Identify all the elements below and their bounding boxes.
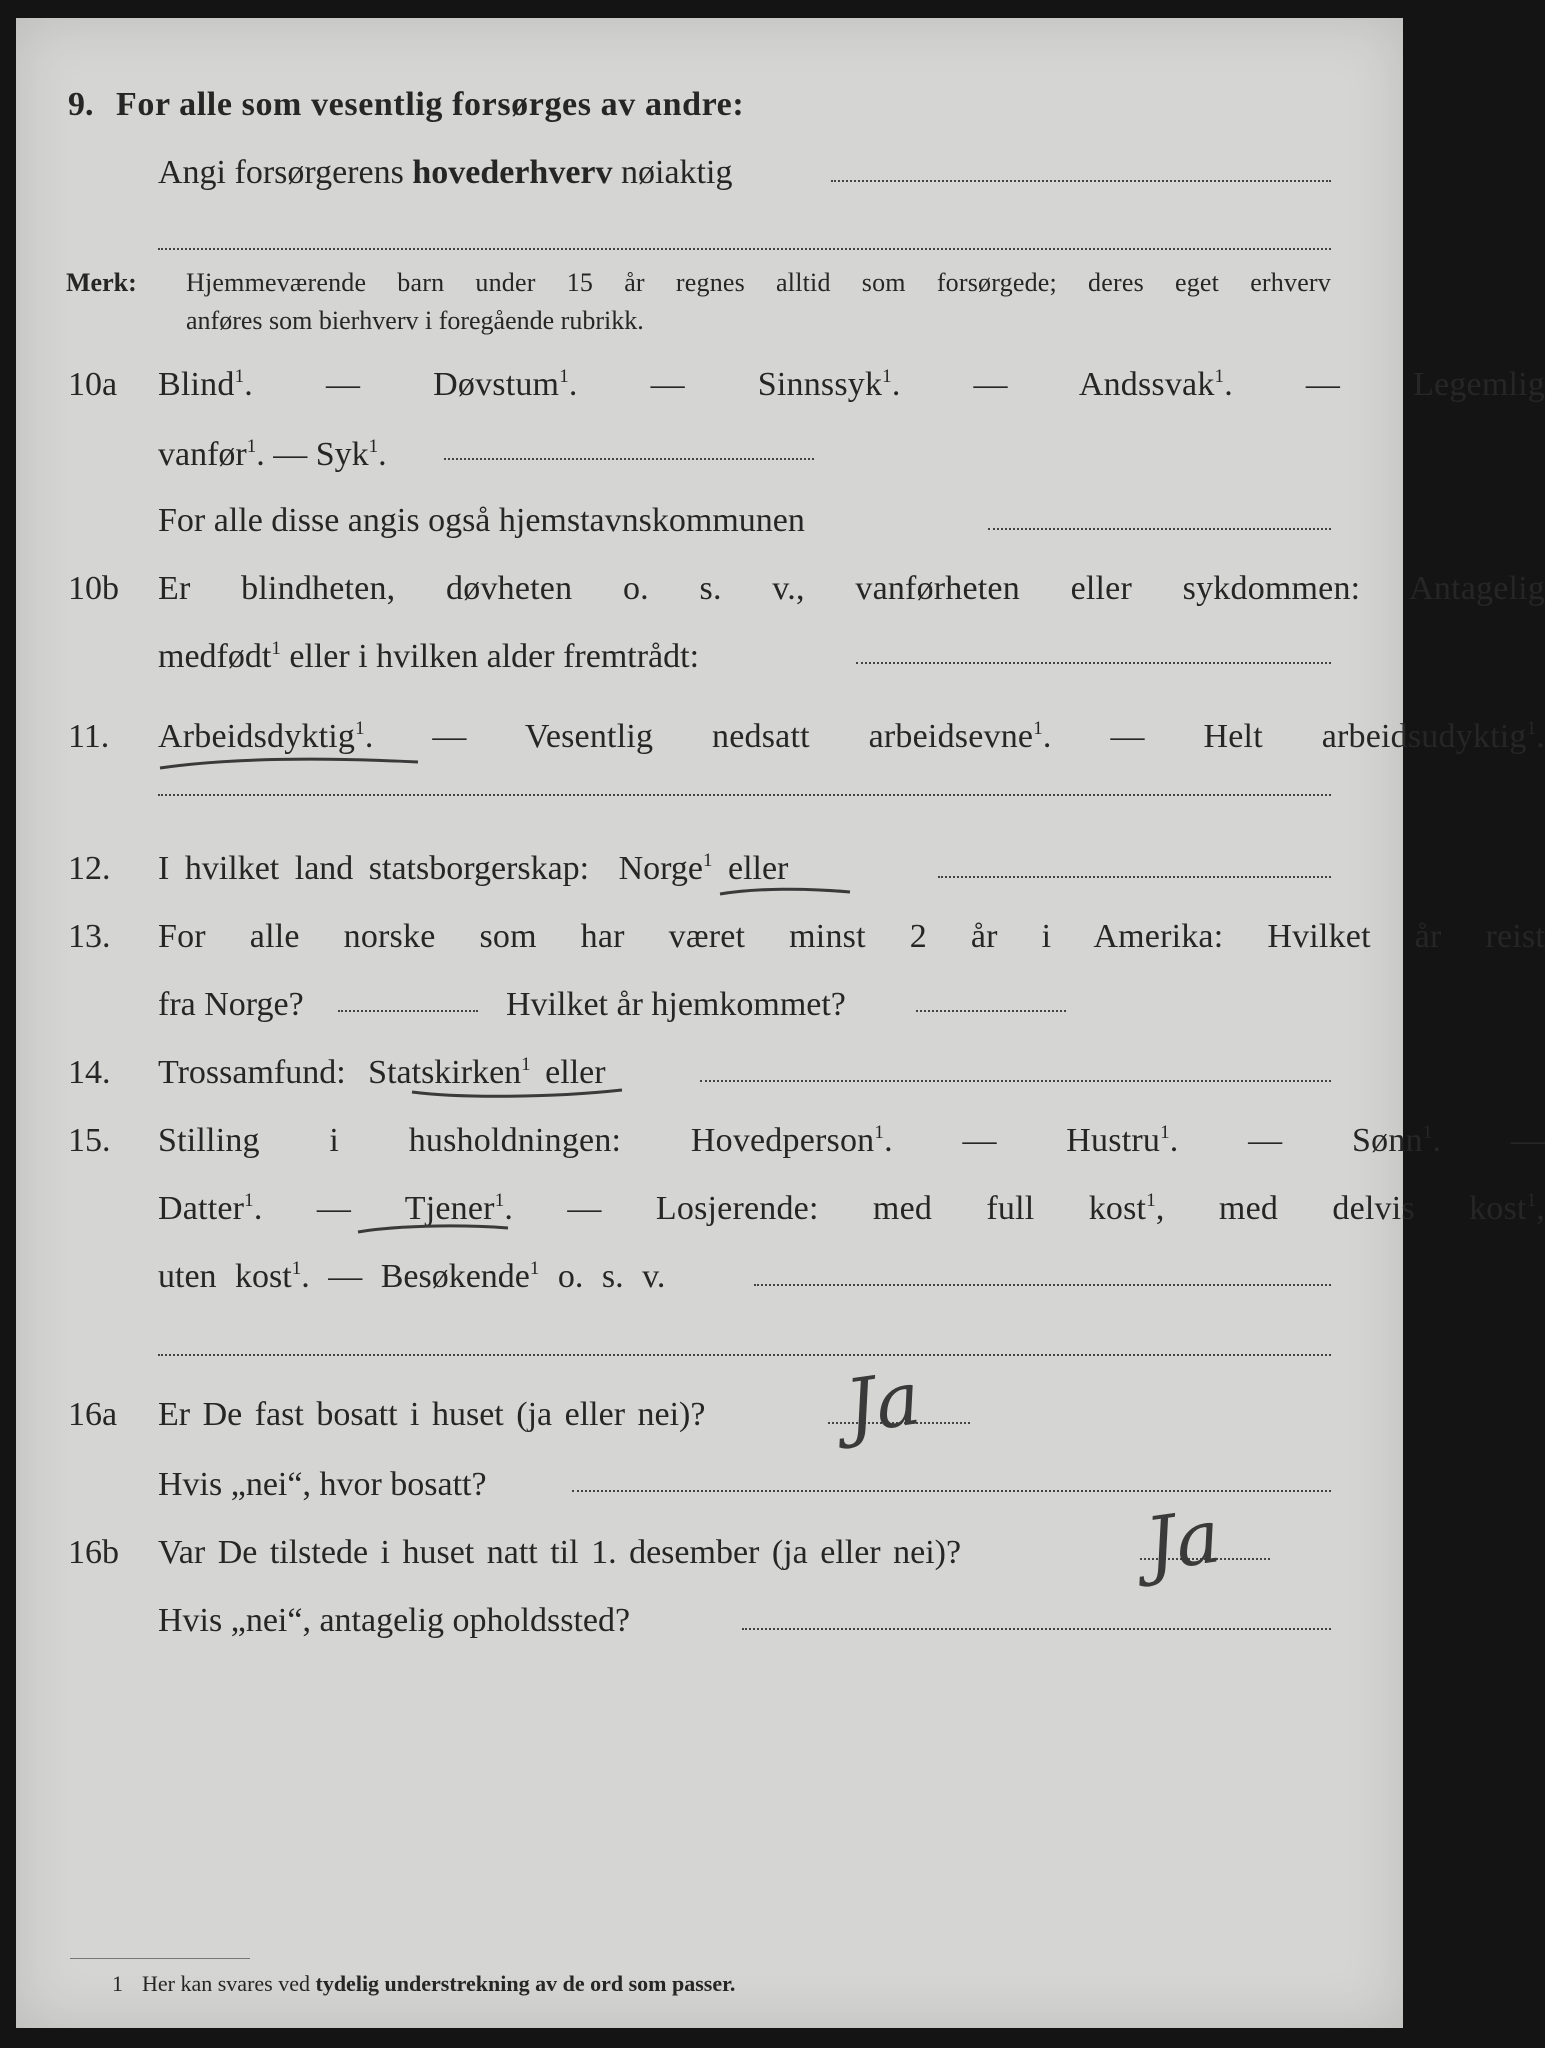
question-15-options-3: uten kost$^1$. — Besøkende$^1$ o. s. v. bbox=[158, 1258, 666, 1295]
question-10a-line-2 bbox=[16, 430, 1403, 480]
question-number: 10b bbox=[68, 570, 119, 607]
question-number: 16a bbox=[68, 1396, 118, 1433]
handwritten-underline bbox=[354, 1218, 514, 1240]
question-13-prompt: For alle norske som har været minst 2 år i Amerika: Hvilket år reist bbox=[158, 918, 1545, 955]
question-number: 11. bbox=[68, 718, 110, 755]
question-16b-line-2 bbox=[16, 1596, 1403, 1646]
question-number: 15. bbox=[68, 1122, 111, 1159]
question-11-options: Arbeidsdyktig$^1$. — Vesentlig nedsatt arbeidsevne$^1$. — Helt arbeidsudyktig$^1$. bbox=[158, 718, 1545, 755]
census-form-page bbox=[16, 18, 1545, 2028]
question-10a-options-2: vanfør$^1$. — Syk$^1$. bbox=[158, 436, 387, 473]
question-9-heading: For alle som vesentlig forsørges av andre: bbox=[116, 86, 745, 123]
answer-line bbox=[444, 458, 814, 460]
question-number: 9. bbox=[68, 86, 94, 123]
answer-line bbox=[158, 248, 1331, 250]
question-15-line-2 bbox=[16, 1184, 1545, 1234]
answer-line bbox=[742, 1628, 1331, 1630]
footnote-rule bbox=[70, 1958, 250, 1959]
question-10a-options: Blind$^1$. — Døvstum$^1$. — Sinnssyk$^1$. — Andssvak$^1$. — Legemlig bbox=[158, 366, 1545, 403]
answer-line bbox=[916, 1010, 1066, 1012]
note-line-2: anføres som bierhverv i foregående rubrikk. bbox=[186, 306, 644, 335]
handwritten-answer: Ja bbox=[840, 1355, 926, 1451]
question-16a-line-1 bbox=[16, 1390, 1403, 1440]
answer-line bbox=[856, 662, 1331, 664]
answer-line bbox=[572, 1490, 1331, 1492]
question-15-line-3 bbox=[16, 1252, 1403, 1302]
handwritten-underline bbox=[408, 1082, 628, 1104]
question-number: 13. bbox=[68, 918, 111, 955]
question-9-prompt: Angi forsørgerens hovederhverv nøiaktig bbox=[158, 154, 733, 191]
question-16b-prompt: Var De tilstede i huset natt til 1. desember (ja eller nei)? bbox=[158, 1534, 962, 1571]
question-15-options-1: Stilling i husholdningen: Hovedperson$^1$. — Hustru$^1$. — Sønn$^1$. — bbox=[158, 1122, 1545, 1159]
question-10a-line-3 bbox=[16, 496, 1403, 546]
question-number: 12. bbox=[68, 850, 111, 887]
note-block bbox=[16, 264, 1403, 344]
question-12-prompt: I hvilket land statsborgerskap: Norge$^1$ eller bbox=[158, 850, 789, 887]
question-10b-prompt-2: medfødt$^1$ eller i hvilken alder fremtrådt: bbox=[158, 638, 700, 675]
note-line-1: Hjemmeværende barn under 15 år regnes alltid som forsørgede; deres eget erhverv bbox=[186, 268, 1331, 297]
handwritten-underline bbox=[716, 880, 856, 900]
question-10a-prompt: For alle disse angis også hjemstavnskommunen bbox=[158, 502, 805, 539]
question-13-line-2 bbox=[16, 980, 1403, 1030]
question-14-prompt: Trossamfund: Statskirken$^1$ eller bbox=[158, 1054, 606, 1091]
question-15-options-2: Datter$^1$. — Tjener$^1$. — Losjerende: med full kost$^1$, med delvis kost$^1$, bbox=[158, 1190, 1545, 1227]
question-number: 14. bbox=[68, 1054, 111, 1091]
question-number: 16b bbox=[68, 1534, 119, 1571]
answer-line bbox=[831, 180, 1331, 182]
question-10a-line-1 bbox=[16, 360, 1545, 410]
question-14-line bbox=[16, 1048, 1403, 1098]
question-16a-prompt: Er De fast bosatt i huset (ja eller nei)? bbox=[158, 1396, 706, 1433]
footnote-text: Her kan svares ved tydelig understrekning av de ord som passer. bbox=[142, 1971, 736, 1996]
question-16b-followup: Hvis „nei“, antagelig opholdssted? bbox=[158, 1602, 631, 1639]
question-13-left-year: fra Norge? bbox=[158, 986, 304, 1023]
question-13-line-1 bbox=[16, 912, 1545, 962]
question-10b-line-1 bbox=[16, 564, 1545, 614]
footnote-mark: 1 bbox=[112, 1971, 123, 1996]
answer-line bbox=[158, 794, 1331, 796]
answer-line bbox=[700, 1080, 1331, 1082]
answer-line bbox=[338, 1010, 478, 1012]
answer-line bbox=[158, 1354, 1331, 1356]
handwritten-answer: Ja bbox=[1140, 1493, 1226, 1589]
question-9-line-2 bbox=[16, 148, 1403, 198]
question-10b-prompt: Er blindheten, døvheten o. s. v., vanførheten eller sykdommen: Antagelig bbox=[158, 570, 1545, 607]
question-number: 10a bbox=[68, 366, 118, 403]
answer-line bbox=[938, 876, 1331, 878]
question-15-line-1 bbox=[16, 1116, 1545, 1166]
question-12-line bbox=[16, 844, 1403, 894]
question-16a-followup: Hvis „nei“, hvor bosatt? bbox=[158, 1466, 487, 1503]
handwritten-underline bbox=[156, 750, 426, 774]
note-label: Merk: bbox=[66, 268, 137, 297]
footnote bbox=[16, 1968, 1403, 2002]
answer-line bbox=[754, 1284, 1331, 1286]
question-13-return-year: Hvilket år hjemkommet? bbox=[506, 986, 846, 1023]
answer-line bbox=[988, 528, 1331, 530]
question-10b-line-2 bbox=[16, 632, 1403, 682]
question-9-line-1 bbox=[16, 80, 1403, 130]
